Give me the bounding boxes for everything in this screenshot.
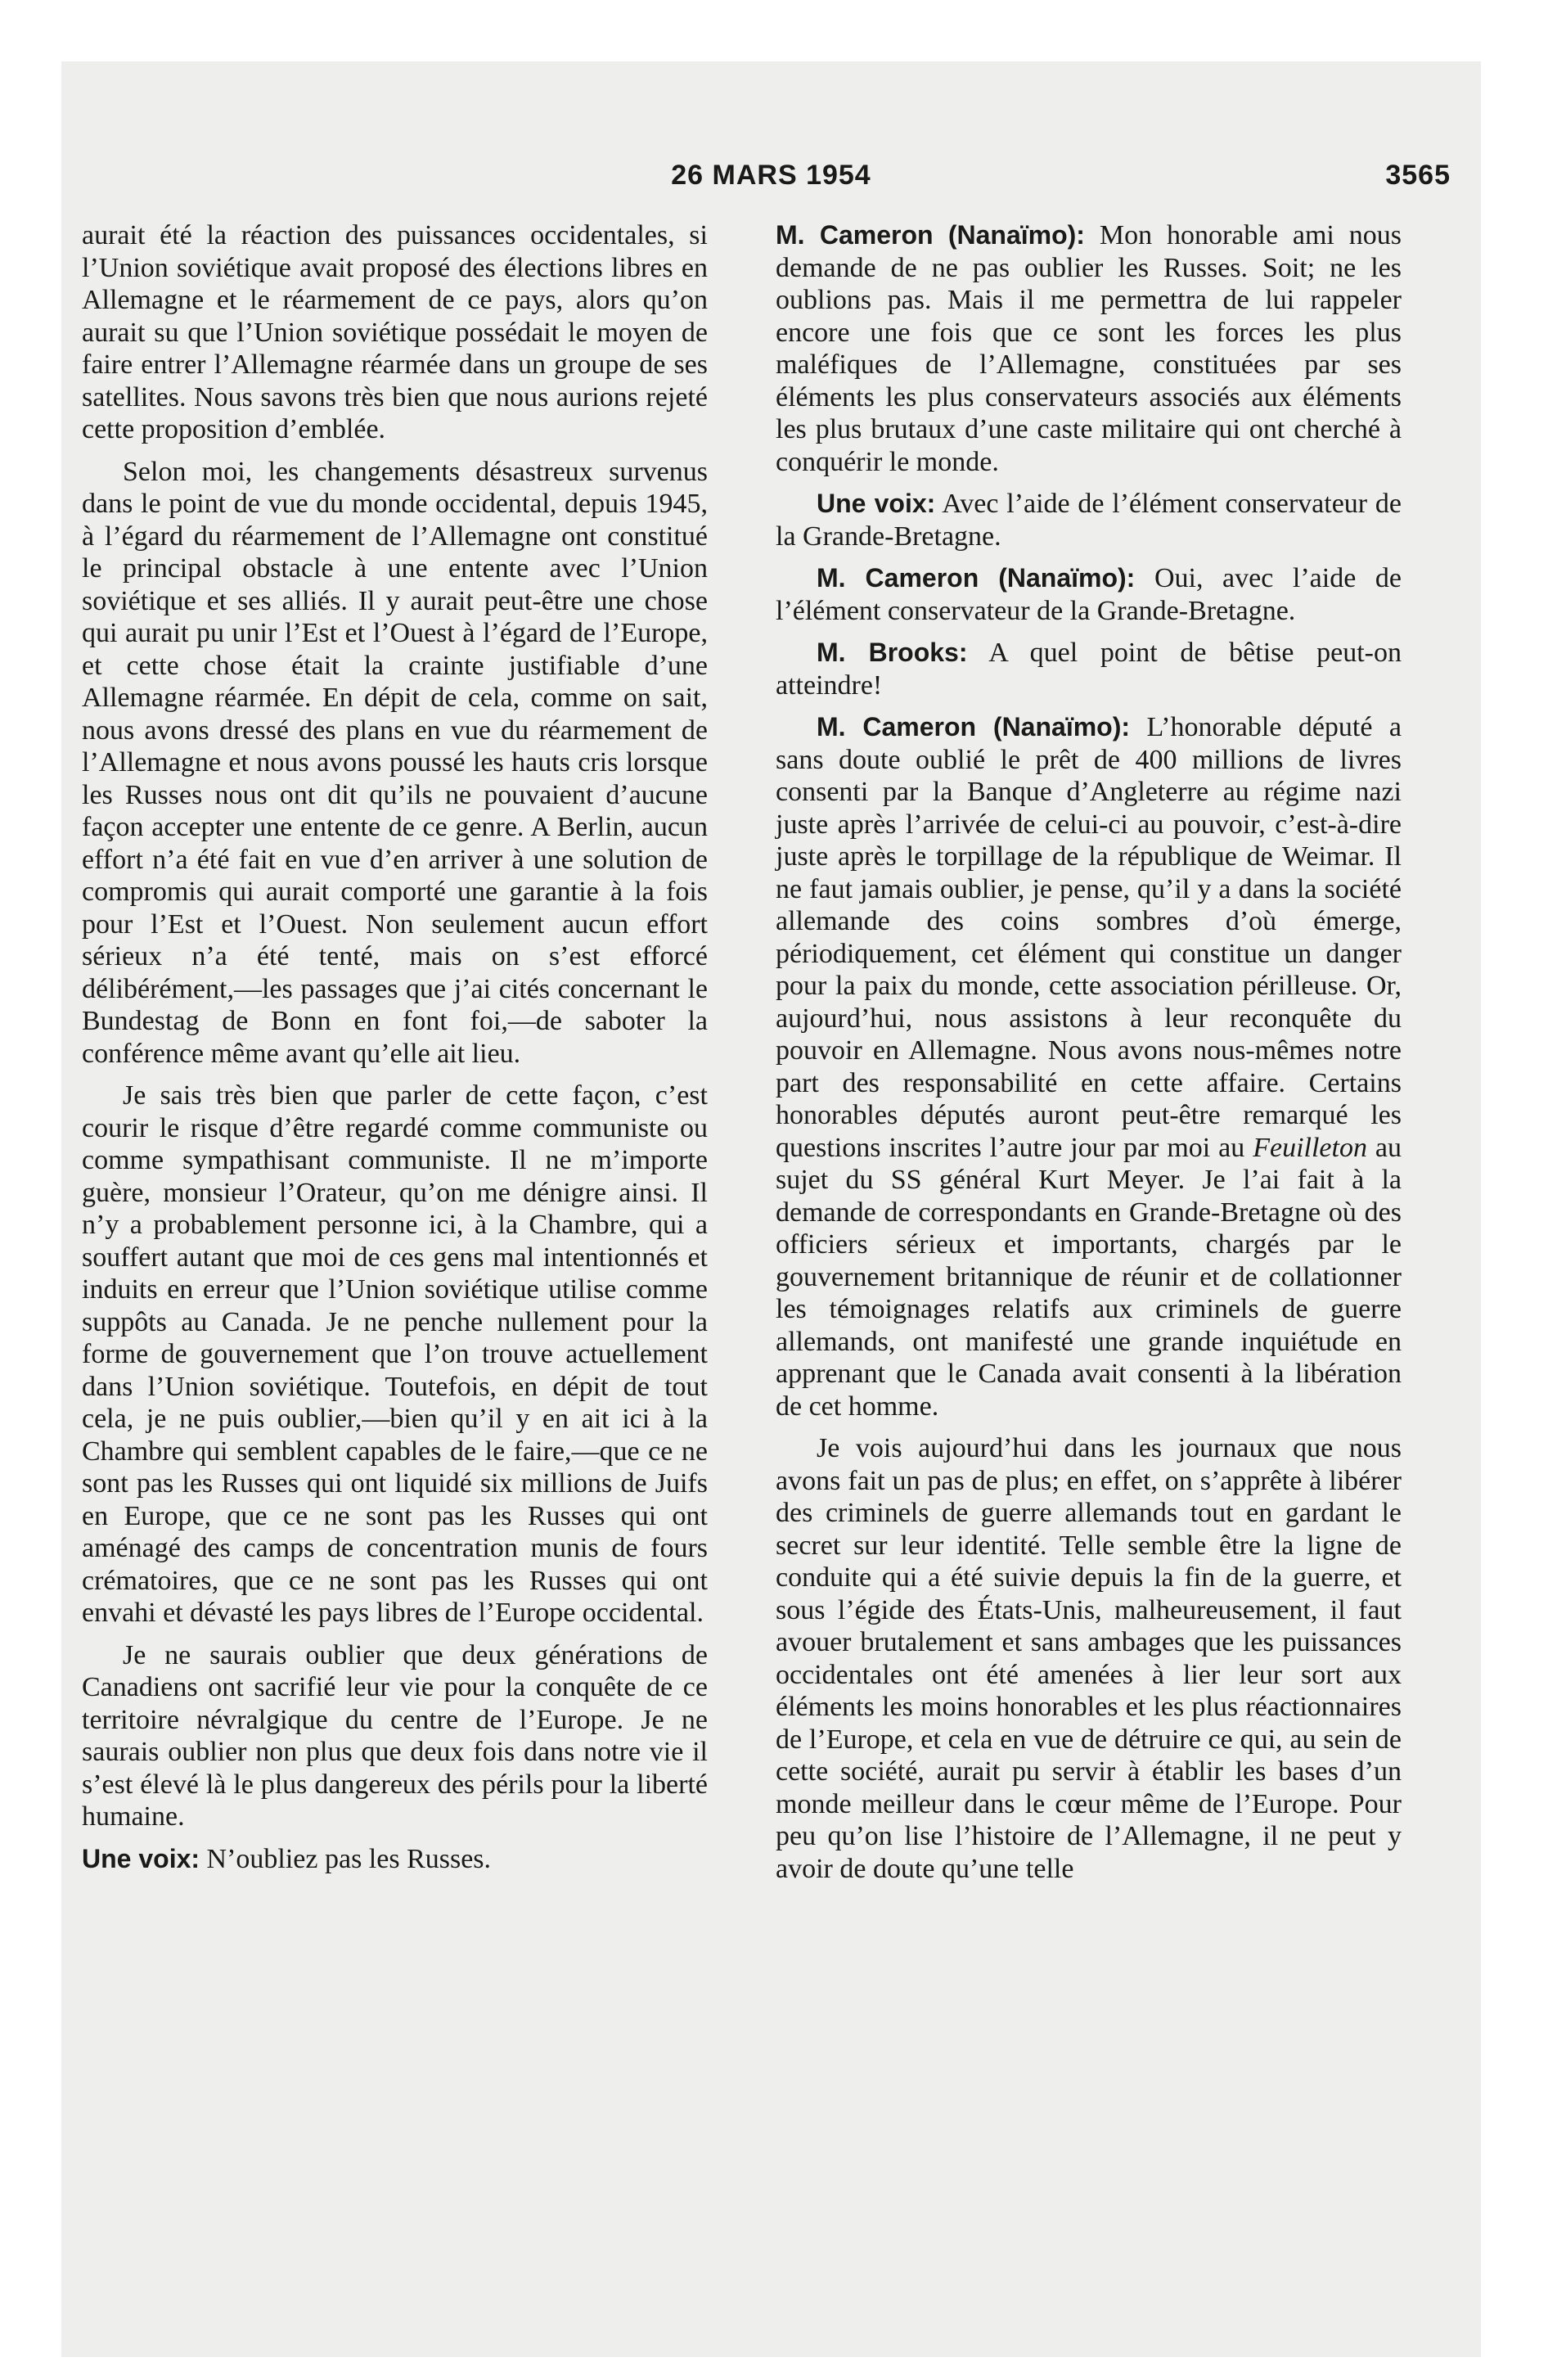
paragraph: Je ne saurais oublier que deux générations de Canadiens ont sacrifié leur vie pour la conquête de ce territoire névralgique du centre de l’Europe. Je ne saurais oublier non plus que deux fois dans notre vie il s’est élevé là le plus dangereux des périls pour la liberté humaine. [82, 1639, 708, 1832]
paragraph: Selon moi, les changements désastreux survenus dans le point de vue du monde occidental, depuis 1945, à l’égard du réarmement de l’Allemagne ont constitué le principal obstacle à une entente avec l’Union soviétique et ses alliés. Il y aurait peut-être une chose qui aurait pu unir l’Est et l’Ouest à l’égard de l’Europe, et cette chose était la crainte justifiable d’une Allemagne réarmée. En dépit de cela, comme on sait, nous avons dressé des plans en vue du réarmement de l’Allemagne et nous avons poussé les hauts cris lorsque les Russes nous ont dit qu’ils ne pouvaient d’aucune façon accepter une entente de ce genre. A Berlin, aucun effort n’a été fait en vue d’en arriver à une solution de compromis qui aurait comporté une garantie à la fois pour l’Est et l’Ouest. Non seulement aucun effort sérieux n’a été tenté, mais on s’est efforcé délibérément,—les passages que j’ai cités concernant le Bundestag de Bonn en font foi,—de saboter la conférence même avant qu’elle ait lieu. [82, 456, 708, 1069]
speech-text: Oui, avec l’aide de l’élément conservateur de la Grande-Bretagne. [776, 563, 1402, 626]
speech-text: au sujet du SS général Kurt Meyer. Je l’ai fait à la demande de correspondants en Grande-Bretagne où des officiers sérieux et importants, chargés par le gouvernement britannique de réunir et de collationner les témoignages relatifs aux criminels de guerre allemands, ont manifesté une grande inquiétude en apprenant que le Canada avait consenti à la libération de cet homme. [776, 1132, 1402, 1422]
page-number: 3565 [1385, 160, 1451, 191]
speech-text: Avec l’aide de l’élément conservateur de la Grande-Bretagne. [776, 489, 1402, 552]
speaker-name: M. Cameron (Nanaïmo): [776, 220, 1085, 250]
speaker-name: M. Brooks: [817, 638, 968, 667]
speech-paragraph [776, 637, 1402, 701]
page-header [61, 160, 1481, 201]
speech-paragraph [776, 711, 1402, 1422]
left-column [82, 219, 708, 1885]
paragraph: aurait été la réaction des puissances occidentales, si l’Union soviétique avait proposé des élections libres en Allemagne et le réarmement de ce pays, alors qu’on aurait su que l’Union soviétique possédait le moyen de faire entrer l’Allemagne réarmée dans un groupe de ses satellites. Nous savons très bien que nous aurions rejeté cette proposition d’emblée. [82, 220, 708, 444]
speaker-name: M. Cameron (Nanaïmo): [817, 563, 1136, 593]
speech-text: A quel point de bêtise peut-on atteindre! [776, 638, 1402, 701]
speech-paragraph [776, 488, 1402, 552]
speech-text: Mon honorable ami nous demande de ne pas oublier les Russes. Soit; ne les oublions pas. Mais il me permettra de lui rappeler encore une fois que ce sont les forces les plus maléfiques de l’Allemagne, constituées par ses éléments les plus conservateurs associés aux éléments les plus brutaux d’une caste militaire qui ont cherché à conquérir le monde. [776, 220, 1402, 477]
speech-text: N’oubliez pas les Russes. [200, 1843, 492, 1874]
speech-text: L’honorable député a sans doute oublié le prêt de 400 millions de livres consenti par la Banque d’Angleterre au régime nazi juste après l’arrivée de celui-ci au pouvoir, c’est-à-dire juste après le torpillage de la république de Weimar. Il ne faut jamais oublier, je pense, qu’il y a dans la société allemande des coins sombres d’où émerge, périodiquement, cet élément qui constitue un danger pour la paix du monde, cette association périlleuse. Or, aujourd’hui, nous assistons à leur reconquête du pouvoir en Allemagne. Nous avons nous-mêmes notre part des responsabilité en cette affaire. Certains honorables députés auront peut-être remarqué les questions inscrites l’autre jour par moi au [776, 712, 1402, 1163]
speech-paragraph [82, 1843, 708, 1876]
speaker-name: Une voix: [817, 489, 936, 518]
paragraph: Je sais très bien que parler de cette façon, c’est courir le risque d’être regardé comme communiste ou comme sympathisant communiste. Il ne m’importe guère, monsieur l’Orateur, qu’on me dénigre ainsi. Il n’y a probablement personne ici, à la Chambre, qui a souffert autant que moi de ces gens mal intentionnés et induits en erreur que l’Union soviétique utilise comme suppôts au Canada. Je ne penche nullement pour la forme de gouvernement que l’on trouve actuellement dans l’Union soviétique. Toutefois, en dépit de tout cela, je ne puis oublier,—bien qu’il y en ait ici à la Chambre qui semblent capables de le faire,—que ce ne sont pas les Russes qui ont liquidé six millions de Juifs en Europe, que ce ne sont pas les Russes qui ont aménagé des camps de concentration munis de fours crématoires, que ce ne sont pas les Russes qui ont envahi et dévasté les pays libres de l’Europe occidental. [82, 1080, 708, 1628]
page-date: 26 MARS 1954 [671, 160, 871, 191]
speech-paragraph [776, 562, 1402, 627]
paragraph: Je vois aujourd’hui dans les journaux que nous avons fait un pas de plus; en effet, on s’apprête à libérer des criminels de guerre allemands tout en gardant le secret sur leur identité. Telle semble être la ligne de conduite qui a été suivie depuis la fin de la guerre, et sous l’égide des États-Unis, malheureusement, il faut avouer brutalement et sans ambages que les puissances occidentales ont été amenées à lier leur sort aux éléments les moins honorables et les plus réactionnaires de l’Europe, et cela en vue de détruire ce qui, au sein de cette société, aurait pu servir à établir les bases d’un monde meilleur dans le cœur même de l’Europe. Pour peu qu’on lise l’histoire de l’Allemagne, il ne peut y avoir de doute qu’une telle [776, 1433, 1402, 1884]
speech-paragraph [776, 219, 1402, 478]
right-column [776, 219, 1402, 1895]
speaker-name: Une voix: [82, 1843, 200, 1873]
speaker-name: M. Cameron (Nanaïmo): [817, 712, 1131, 741]
italic-title: Feuilleton [1253, 1132, 1367, 1163]
